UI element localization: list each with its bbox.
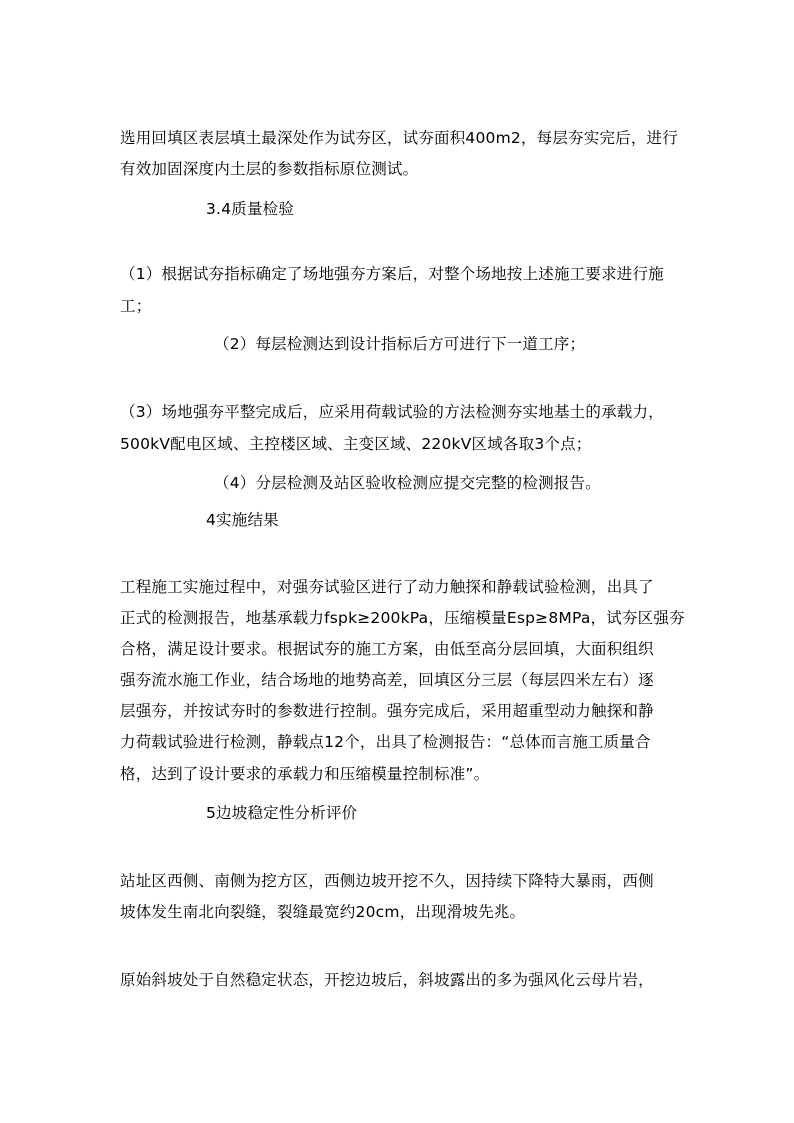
paragraph-2-line-6: 力荷载试验进行检测，静载点12个，出具了检测报告：“总体而言施工质量合 [120,733,651,751]
paragraph-3-line-2: 坡体发生南北向裂缝，裂缝最宽约20cm，出现滑坡先兆。 [120,903,526,921]
paragraph-2-line-7: 格，达到了设计要求的承载力和压缩模量控制标准”。 [120,765,490,783]
list-item-1-line-2: 工； [120,297,152,315]
section-heading-3-4: 3.4质量检验 [206,200,295,218]
paragraph-2-line-1: 工程施工实施过程中，对强夯试验区进行了动力触探和静载试验检测，出具了 [120,578,654,596]
paragraph-2-line-3: 合格，满足设计要求。根据试夯的施工方案，由低至高分层回填，大面积组织 [120,640,654,658]
paragraph-2-line-5: 层强夯，并按试夯时的参数进行控制。强夯完成后，采用超重型动力触探和静 [120,702,654,720]
list-item-4: （4）分层检测及站区验收检测应提交完整的检测报告。 [214,474,601,492]
list-item-2: （2）每层检测达到设计指标后方可进行下一道工序； [214,335,586,353]
list-item-3-line-2: 500kV配电区域、主控楼区域、主变区域、220kV区域各取3个点； [120,435,592,453]
paragraph-3-line-1: 站址区西侧、南侧为挖方区，西侧边坡开挖不久，因持续下降特大暴雨，西侧 [120,872,654,890]
list-item-3-line-1: （3）场地强夯平整完成后，应采用荷载试验的方法检测夯实地基土的承载力， [120,403,664,421]
paragraph-4-line-1: 原始斜坡处于自然稳定状态，开挖边坡后，斜坡露出的多为强风化云母片岩， [120,971,654,989]
section-heading-5: 5边坡稳定性分析评价 [206,804,358,822]
paragraph-1-line-2: 有效加固深度内土层的参数指标原位测试。 [120,160,419,178]
section-heading-4: 4实施结果 [206,511,279,529]
paragraph-2-line-4: 强夯流水施工作业，结合场地的地势高差，回填区分三层（每层四米左右）逐 [120,671,654,689]
paragraph-1-line-1: 选用回填区表层填土最深处作为试夯区，试夯面积400m2，每层夯实完后，进行 [120,129,678,147]
list-item-1-line-1: （1）根据试夯指标确定了场地强夯方案后，对整个场地按上述施工要求进行施 [120,265,664,283]
paragraph-2-line-2: 正式的检测报告，地基承载力fspk≥200kPa，压缩模量Esp≥8MPa，试夯区强夯 [120,609,685,627]
